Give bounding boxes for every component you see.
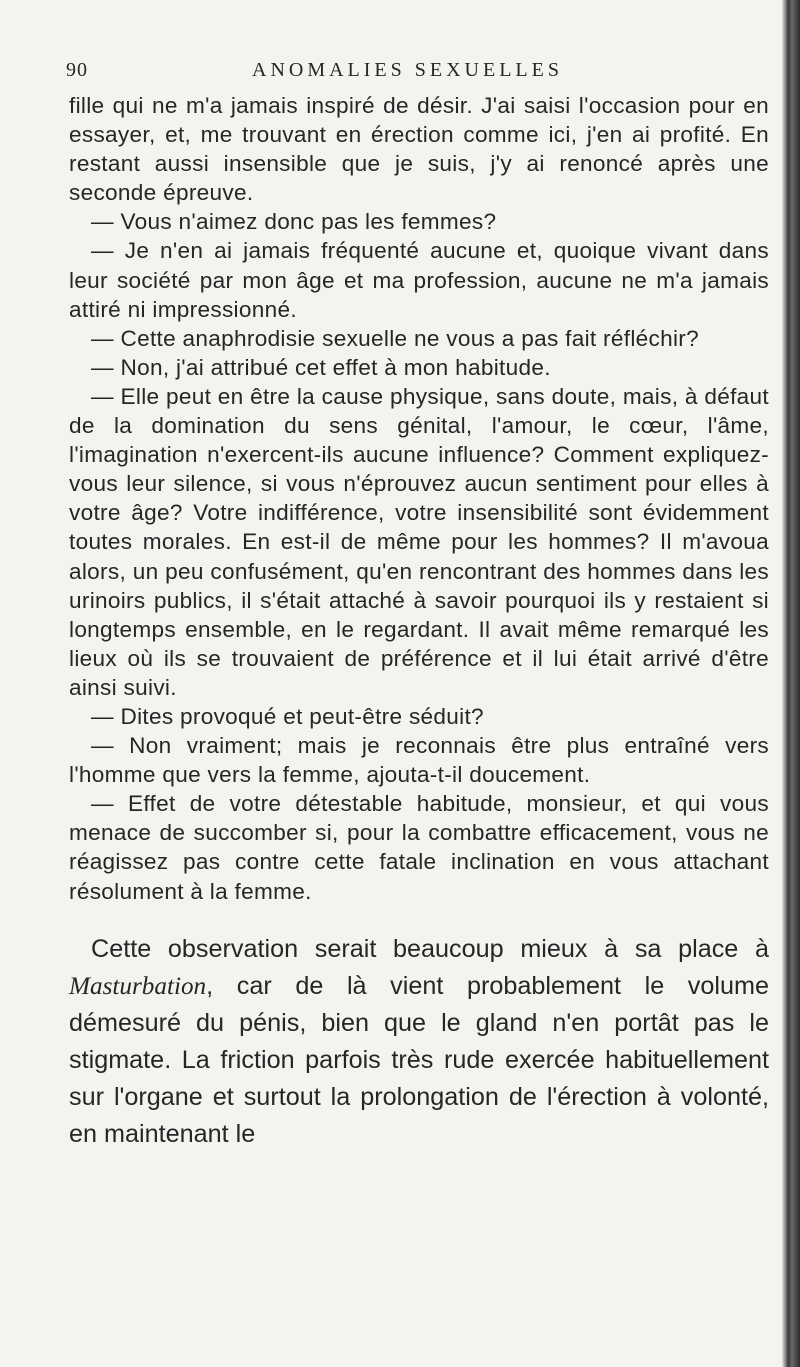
observation-italic-term: Masturbation (69, 972, 207, 1000)
page-body (69, 91, 769, 1153)
paragraph-answer: — Non vraiment; mais je reconnais être plus entraîné vers l'homme que vers la femme, ajouta-t-il doucement. (69, 733, 769, 788)
paragraph-question: — Elle peut en être la cause physique, sans doute, mais, à défaut de la domination du sens génital, l'amour, le cœur, l'âme, l'imagination n'exercent-ils aucune influence? Comment expliquez-vous leur silence, si vous n'éprouvez aucun sentiment pour elles à votre âge? Votre indifférence, votre insensibilité sont évidemment toutes morales. En est-il de même pour les hommes? Il m'avoua alors, un peu confusément, qu'en rencontrant des hommes dans les urinoirs publics, il s'était attaché à savoir pourquoi ils y restaient si longtemps ensemble, en le regardant. Il avait même remarqué les lieux où ils se trouvaient de préférence et il lui était arrivé d'être ainsi suivi. (69, 383, 769, 700)
observation-paragraph (69, 931, 769, 1153)
paragraph-answer: — Je n'en ai jamais fréquenté aucune et, quoique vivant dans leur société par mon âge et ma profession, aucune ne m'a jamais attiré ni impressionné. (69, 238, 769, 322)
paragraph-continuation: fille qui ne m'a jamais inspiré de désir. J'ai saisi l'occasion pour en essayer, et, me trouvant en érection comme ici, j'en ai profité. En restant aussi insensible que je suis, j'y ai renoncé après une seconde épreuve. (69, 93, 769, 206)
observation-section (69, 931, 769, 1153)
observation-text-end: , car de là vient probablement le volume démesuré du pénis, bien que le gland n'en portât pas le stigmate. La friction parfois très rude exercée habituellement sur l'organe et surtout la prolongation de l'érection à volonté, en maintenant le (69, 971, 769, 1148)
running-title: ANOMALIES SEXUELLES (252, 59, 563, 81)
dialogue-section (69, 91, 769, 906)
observation-text-start: Cette observation serait beaucoup mieux à sa place à (91, 934, 769, 963)
paragraph-question: — Dites provoqué et peut-être séduit? (91, 703, 484, 729)
paragraph-question: — Cette anaphrodisie sexuelle ne vous a pas fait réfléchir? (91, 325, 699, 351)
book-spine-edge (782, 0, 800, 1367)
page-header (66, 55, 766, 89)
page-number: 90 (66, 59, 88, 81)
paragraph-question: — Vous n'aimez donc pas les femmes? (91, 209, 497, 235)
paragraph-answer: — Non, j'ai attribué cet effet à mon habitude. (91, 354, 551, 380)
paragraph-comment: — Effet de votre détestable habitude, monsieur, et qui vous menace de succomber si, pour la combattre efficacement, vous ne réagissez pas contre cette fatale inclination en vous attachant résolument à la femme. (69, 791, 769, 904)
